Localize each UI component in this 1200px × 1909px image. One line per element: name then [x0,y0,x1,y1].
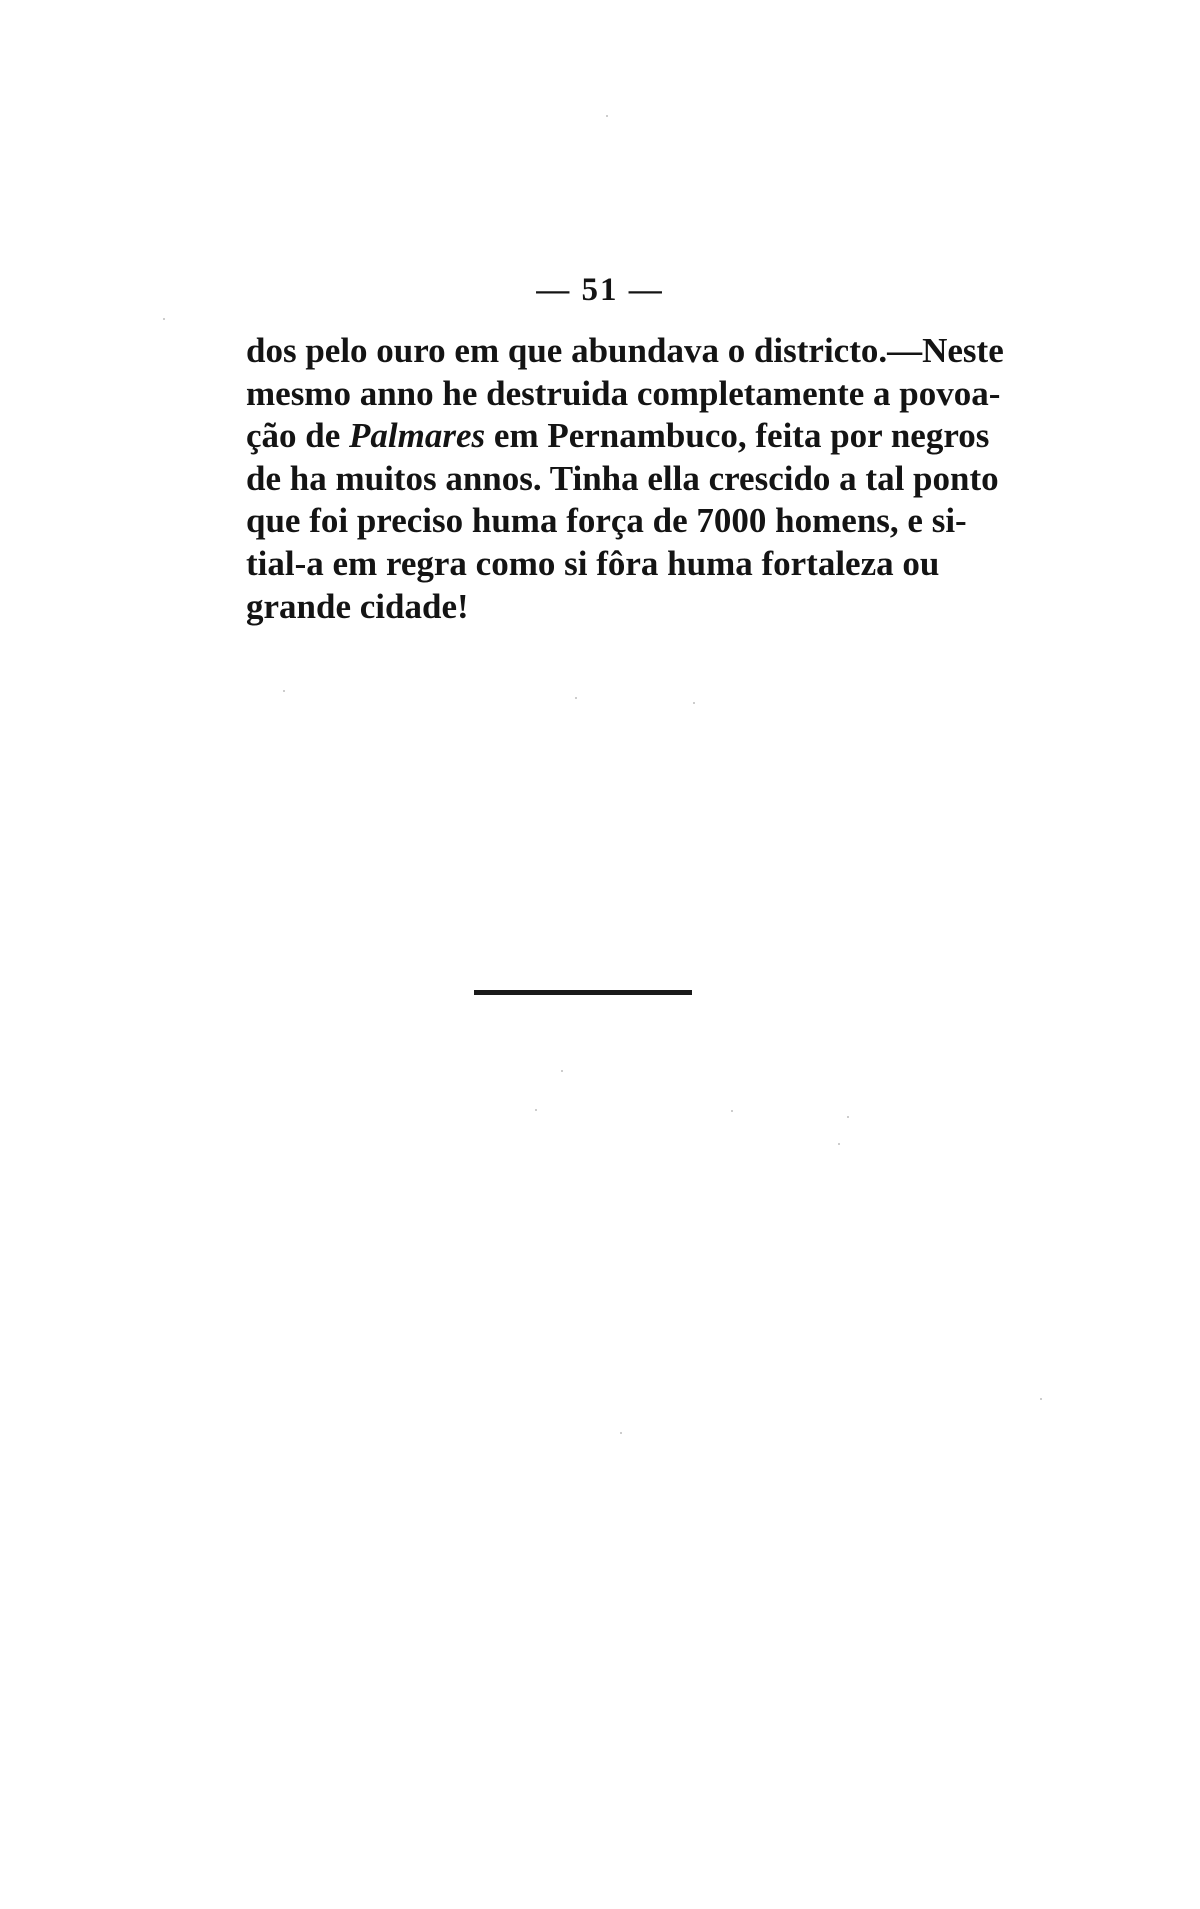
text-line: mesmo anno he destruida completamente a povoa- [246,373,1001,413]
text-line: dos pelo ouro em que abundava o districto.—Neste [246,331,1004,370]
paper-speck [575,697,577,699]
paper-speck [561,1070,563,1072]
text-segment: em Pernambuco, feita por negros [485,416,990,456]
text-line: grande cidade! [246,586,469,626]
paper-speck [606,115,608,117]
paper-speck [1040,1398,1042,1400]
text-line: tial-a em regra como si fôra huma fortaleza ou [246,543,940,583]
text-line [246,415,990,458]
text-segment: ção de [246,416,350,456]
paper-speck [838,1143,840,1145]
text-line: que foi preciso huma força de 7000 homens, e si- [246,501,967,541]
text-line: de ha muitos annos. Tinha ella crescido a tal ponto [246,458,999,498]
section-divider-rule [474,990,692,995]
paper-speck [847,1116,849,1118]
italic-place-name: Palmares [349,416,486,456]
paper-speck [620,1432,622,1434]
page-number: — 51 — [536,272,664,308]
paper-speck [283,690,285,692]
paper-speck [693,702,695,704]
paper-speck [535,1109,537,1111]
body-paragraph [246,330,1004,628]
paper-speck [163,318,165,320]
paper-speck [731,1110,733,1112]
